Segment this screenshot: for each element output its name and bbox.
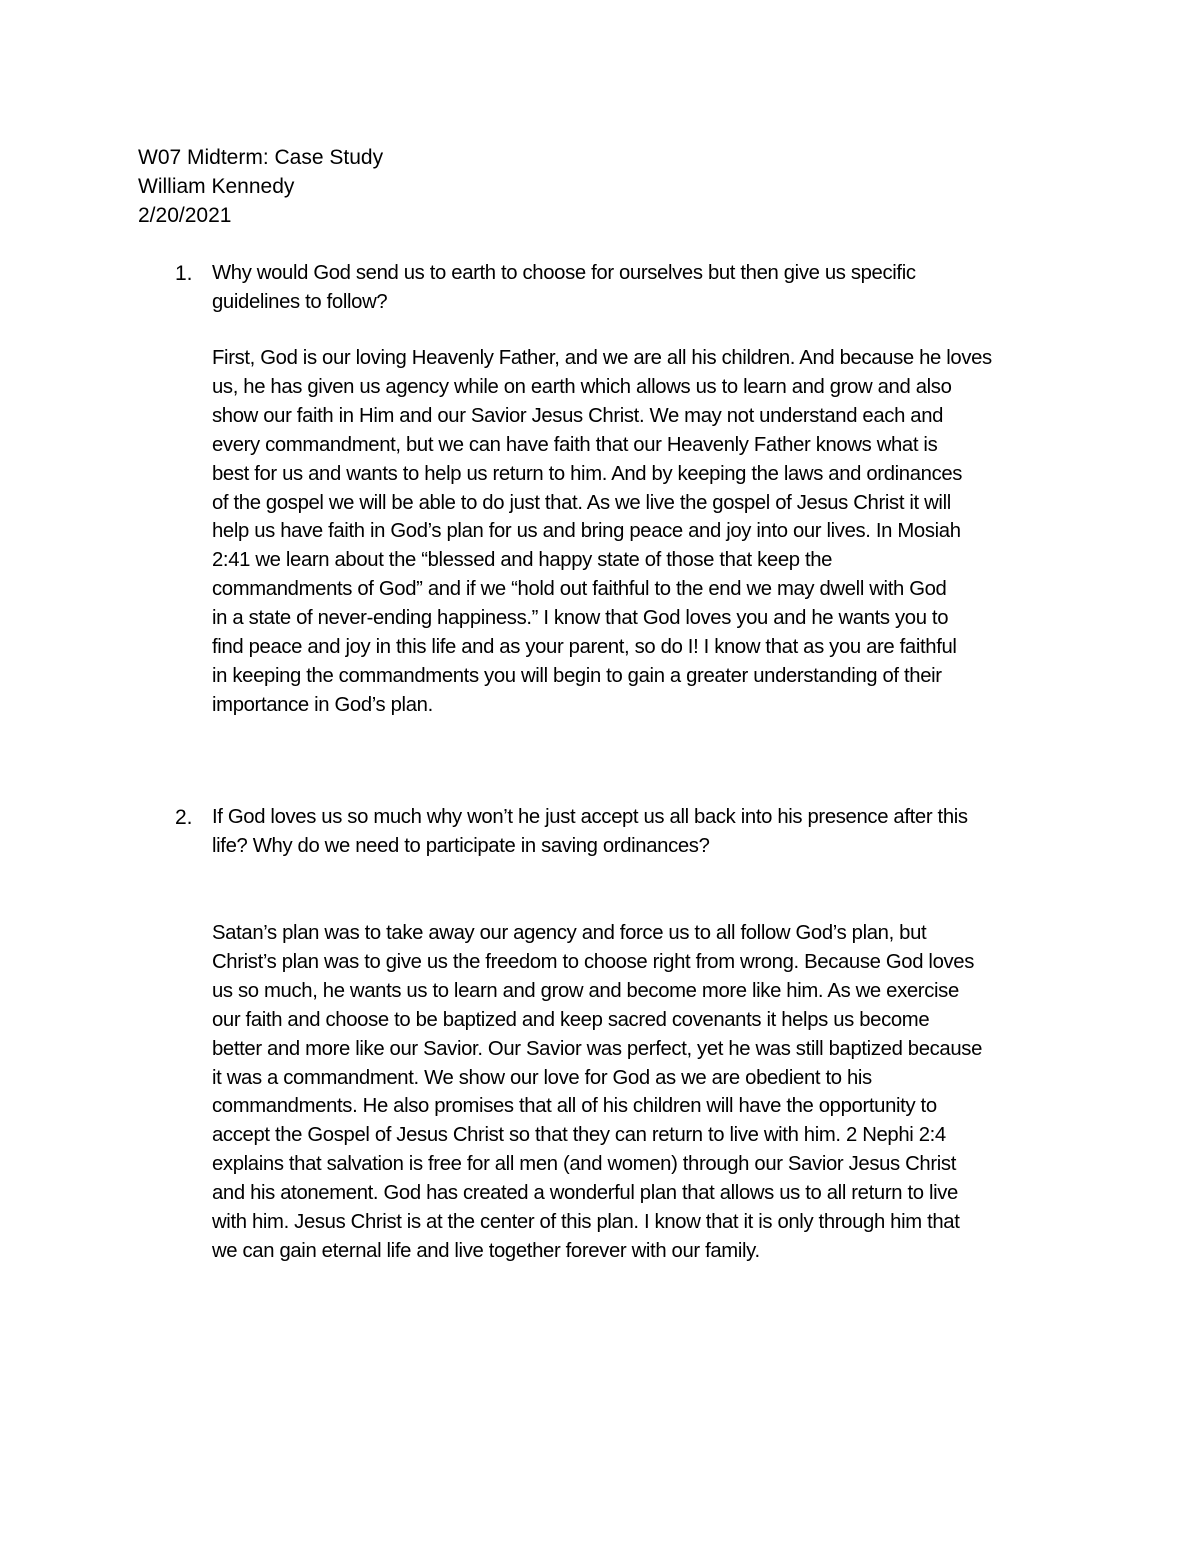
answer-line: 2:41 we learn about the “blessed and happy state of those that keep the [212, 549, 833, 572]
answer-line: accept the Gospel of Jesus Christ so that they can return to live with him. 2 Nephi 2:4 [212, 1124, 946, 1147]
answer-line: best for us and wants to help us return to him. And by keeping the laws and ordinances [212, 462, 963, 485]
answer-line: commandments of God” and if we “hold out faithful to the end we may dwell with God [212, 578, 947, 601]
answer-line: of the gospel we will be able to do just that. As we live the gospel of Jesus Christ it will [212, 491, 951, 514]
answer-line: commandments. He also promises that all of his children will have the opportunity to [212, 1095, 937, 1118]
answer-line: it was a commandment. We show our love for God as we are obedient to his [212, 1066, 872, 1089]
answer-line: First, God is our loving Heavenly Father, and we are all his children. And because he loves [212, 347, 992, 369]
question-line: life? Why do we need to participate in saving ordinances? [212, 834, 710, 857]
answer-line: we can gain eternal life and live together forever with our family. [212, 1239, 760, 1262]
answer-line: in a state of never-ending happiness.” I know that God loves you and he wants you to [212, 607, 949, 630]
answer-line: in keeping the commandments you will begin to gain a greater understanding of their [212, 664, 942, 687]
answer-line: explains that salvation is free for all men (and women) through our Savior Jesus Christ [212, 1153, 956, 1176]
question-2-number: 2. [175, 806, 193, 829]
answer-line: us so much, he wants us to learn and grow and become more like him. As we exercise [212, 979, 959, 1002]
answer-line: help us have faith in God’s plan for us and bring peace and joy into our lives. In Mosiah [212, 520, 961, 543]
document-title: W07 Midterm: Case Study [138, 146, 384, 169]
question-2-text [212, 803, 1082, 861]
answer-line: find peace and joy in this life and as your parent, so do I! I know that as you are faithful [212, 636, 957, 659]
answer-line: importance in God’s plan. [212, 693, 433, 716]
answer-2-paragraph [212, 919, 1082, 1266]
answer-line: Christ’s plan was to give us the freedom to choose right from wrong. Because God loves [212, 950, 975, 973]
answer-line: and his atonement. God has created a wonderful plan that allows us to all return to live [212, 1182, 958, 1205]
question-line: Why would God send us to earth to choose for ourselves but then give us specific [212, 262, 916, 284]
answer-line: our faith and choose to be baptized and keep sacred covenants it helps us become [212, 1008, 930, 1031]
answer-line: us, he has given us agency while on earth which allows us to learn and grow and also [212, 375, 952, 398]
answer-line: with him. Jesus Christ is at the center of this plan. I know that it is only through him that [212, 1211, 960, 1234]
answer-line: better and more like our Savior. Our Savior was perfect, yet he was still baptized because [212, 1037, 983, 1060]
answer-1-paragraph [212, 344, 1082, 720]
question-line: guidelines to follow? [212, 290, 388, 313]
answer-line: every commandment, but we can have faith that our Heavenly Father knows what is [212, 433, 938, 456]
document-date: 2/20/2021 [138, 204, 232, 227]
author-name: William Kennedy [138, 175, 295, 198]
question-line: If God loves us so much why won’t he just accept us all back into his presence after this [212, 806, 968, 828]
answer-line: show our faith in Him and our Savior Jesus Christ. We may not understand each and [212, 404, 944, 427]
question-1-number: 1. [175, 262, 193, 285]
question-1-text [212, 259, 1082, 317]
answer-line: Satan’s plan was to take away our agency and force us to all follow God’s plan, but [212, 922, 927, 944]
